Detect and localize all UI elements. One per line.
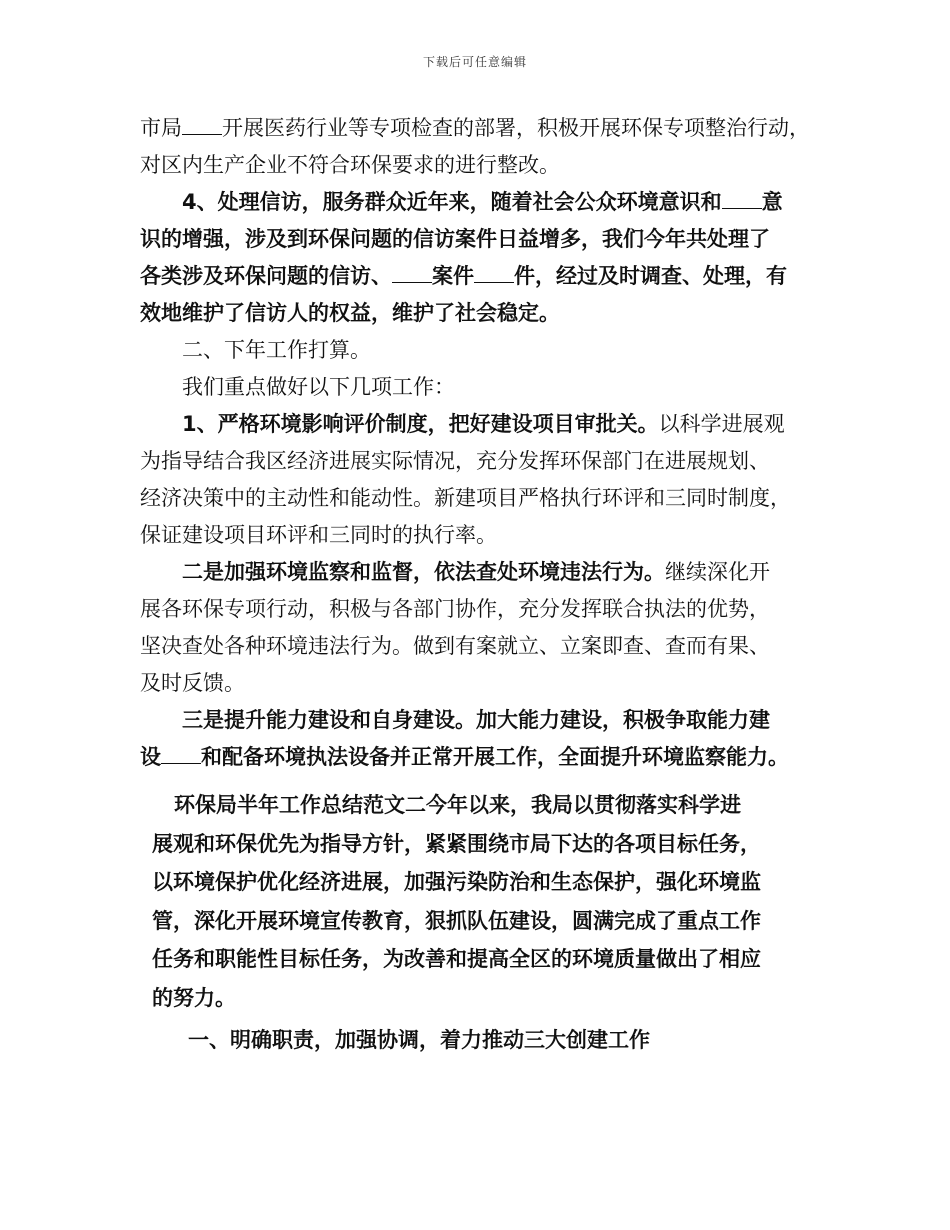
paragraph-item-1 <box>140 406 820 554</box>
fill-blank <box>474 264 514 283</box>
paragraph-item-2-line-1: 二是加强环境监察和监督，依法查处环境违法行为。继续深化开 <box>182 560 770 584</box>
paragraph-intro: 我们重点做好以下几项工作： <box>182 375 455 399</box>
paragraph-1-line-1: 市局 开展医药行业等专项检查的部署，积极开展环保专项整治行动， <box>140 116 810 140</box>
paragraph-2 <box>140 184 820 332</box>
paragraph-item-3 <box>140 702 820 776</box>
paragraph-summary-two <box>152 786 812 1017</box>
paragraph-2-line-2: 识的增强，涉及到环保问题的信访案件日益增多，我们今年共处理了 <box>140 227 770 251</box>
fill-blank <box>722 190 762 209</box>
paragraph-summary-line-3: 以环境保护优化经济进展，加强污染防治和生态保护，强化环境监 <box>152 870 761 894</box>
fill-blank <box>392 264 432 283</box>
section-heading-next-year: 二、下年工作打算。 <box>182 338 371 362</box>
paragraph-summary-line-4: 管，深化开展环境宣传教育，狠抓队伍建设，圆满完成了重点工作 <box>152 908 761 933</box>
paragraph-summary-line-5: 任务和职能性目标任务，为改善和提高全区的环境质量做出了相应 <box>152 947 761 971</box>
paragraph-2-line-1: 4、处理信访，服务群众近年来，随着社会公众环境意识和 意 <box>182 190 783 214</box>
paragraph-item-3-line-1: 三是提升能力建设和自身建设。加大能力建设，积极争取能力建 <box>182 708 770 732</box>
fill-blank <box>182 116 222 135</box>
paragraph-item-1-line-4: 保证建设项目环评和三同时的执行率。 <box>140 523 497 547</box>
paragraph-item-2-line-3: 坚决查处各种环境违法行为。做到有案就立、立案即查、查而有果、 <box>140 634 770 658</box>
paragraph-summary-line-1: 环保局半年工作总结范文二今年以来，我局以贯彻落实科学进 <box>174 793 741 817</box>
paragraph-summary-line-6: 的努力。 <box>152 985 236 1010</box>
paragraph-2-line-3: 各类涉及环保问题的信访、 案件 件，经过及时调查、处理，有 <box>140 264 787 288</box>
paragraph-1 <box>140 110 820 184</box>
paragraph-item-2-line-2: 展各环保专项行动，积极与各部门协作，充分发挥联合执法的优势， <box>140 597 770 621</box>
paragraph-item-2-line-4: 及时反馈。 <box>140 671 245 695</box>
paragraph-2-line-4: 效地维护了信访人的权益，维护了社会稳定。 <box>140 301 560 325</box>
section-heading-duties: 一、明确职责，加强协调，着力推动三大创建工作 <box>188 1028 650 1052</box>
paragraph-item-1-line-3: 经济决策中的主动性和能动性。新建项目严格执行环评和三同时制度， <box>140 486 791 510</box>
paragraph-item-1-line-1: 1、严格环境影响评价制度，把好建设项目审批关。以科学进展观 <box>182 412 785 436</box>
paragraph-1-line-2: 对区内生产企业不符合环保要求的进行整改。 <box>140 153 560 177</box>
fill-blank <box>161 745 201 764</box>
page-header: 下载后可任意编辑 <box>422 55 527 69</box>
paragraph-item-3-line-2: 设 和配备环境执法设备并正常开展工作，全面提升环境监察能力。 <box>140 745 789 769</box>
paragraph-item-2 <box>140 554 820 702</box>
paragraph-summary-line-2: 展观和环保优先为指导方针，紧紧围绕市局下达的各项目标任务， <box>152 831 761 856</box>
paragraph-item-1-line-2: 为指导结合我区经济进展实际情况，充分发挥环保部门在进展规划、 <box>140 449 770 473</box>
